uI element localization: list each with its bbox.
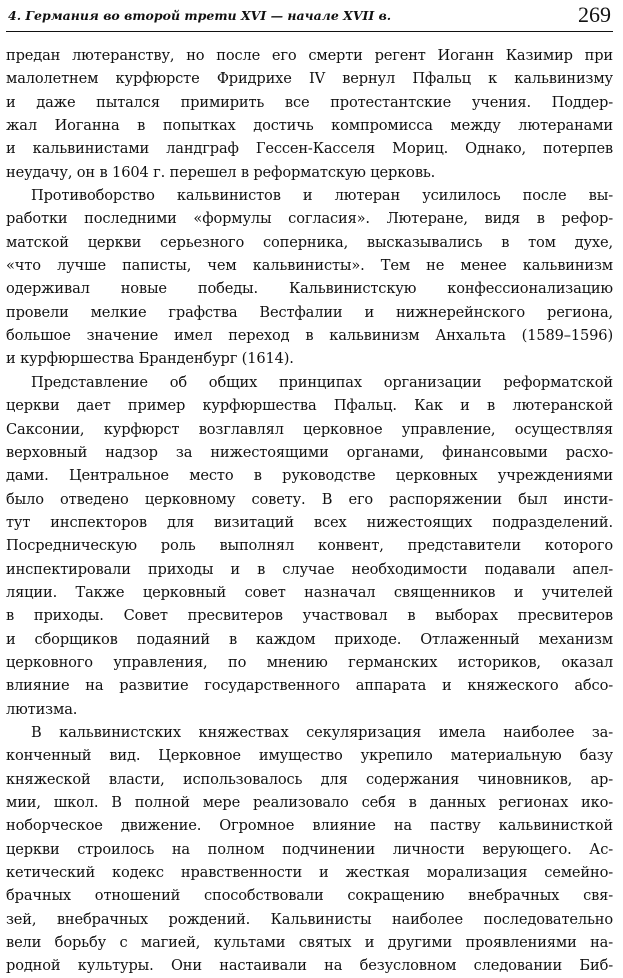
text-line: было отведено церковному совету. В его распоряжении был инсти- — [6, 490, 613, 508]
text-line: мии, школ. В полной мере реализовало себя в данных регионах ико- — [6, 794, 613, 811]
text-line: в приходы. Совет пресвитеров участвовал в выборах пресвитеров — [6, 607, 613, 625]
text-line: Представление об общих принципах организации реформатской — [31, 373, 613, 391]
text-line: «что лучше паписты, чем кальвинисты». Тем не менее кальвинизм — [6, 257, 613, 275]
text-line: одерживал новые победы. Кальвинистскую конфессионализацию — [6, 280, 613, 298]
text-line: церкви строилось на полном подчинении личности верующего. Ас- — [6, 840, 613, 858]
text-line: церкви дает пример курфюршества Пфальц. Как и в лютеранской — [6, 397, 613, 415]
text-line: верховный надзор за нижестоящими органами, финансовыми расхо- — [6, 443, 613, 461]
text-line: Саксонии, курфюрст возглавлял церковное управление, осуществляя — [6, 420, 613, 438]
running-title: 4. Германия во второй трети XVI — начале XVII в. — [8, 8, 392, 23]
text-line: Посредническую роль выполнял конвент, представители которого — [6, 537, 613, 555]
text-line: брачных отношений способствовали сокращению внебрачных свя- — [6, 887, 613, 905]
text-line: провели мелкие графства Вестфалии и нижнерейнского региона, — [6, 303, 613, 321]
running-header — [6, 0, 613, 32]
text-line: неудачу, он в 1604 г. перешел в реформатскую церковь. — [6, 163, 436, 181]
body-text — [6, 44, 613, 978]
text-line: жал Иоганна в попытках достичь компромисса между лютеранами — [6, 117, 613, 135]
paragraph — [6, 721, 613, 978]
text-line: родной культуры. Они настаивали на безусловном следовании Биб- — [6, 957, 613, 975]
text-line: ноборческое движение. Огромное влияние на паству кальвинисткой — [6, 817, 613, 835]
text-line: кетический кодекс нравственности и жесткая морализация семейно- — [6, 864, 613, 882]
text-line: конченный вид. Церковное имущество укрепило материальную базу — [6, 747, 613, 765]
text-line: церковного управления, по мнению германских историков, оказал — [6, 653, 613, 671]
text-line: работки последними «формулы согласия». Лютеране, видя в рефор- — [6, 210, 613, 228]
text-line: зей, внебрачных рождений. Кальвинисты наиболее последовательно — [6, 910, 613, 928]
text-line: ляции. Также церковный совет назначал священников и учителей — [6, 583, 613, 601]
text-line: вели борьбу с магией, культами святых и другими проявлениями на- — [6, 934, 613, 952]
page-number: 269 — [578, 2, 611, 27]
text-line: влияние на развитие государственного аппарата и княжеского абсо- — [6, 677, 613, 695]
text-line: малолетнем курфюрсте Фридрихе IV вернул Пфальц к кальвинизму — [6, 70, 613, 88]
text-line: и кальвинистами ландграф Гессен-Касселя Мориц. Однако, потерпев — [6, 140, 613, 158]
text-line: предан лютеранству, но после его смерти регент Иоганн Казимир при — [6, 47, 613, 64]
text-line: матской церкви серьезного соперника, высказывались в том духе, — [6, 233, 613, 251]
text-line: и курфюршества Бранденбург (1614). — [6, 350, 294, 368]
text-line: дами. Центральное место в руководстве церковных учреждениями — [6, 467, 613, 485]
text-line: большое значение имел переход в кальвинизм Анхальта (1589–1596) — [6, 327, 613, 345]
text-line: Противоборство кальвинистов и лютеран усилилось после вы- — [31, 187, 613, 205]
text-line: и сборщиков подаяний в каждом приходе. Отлаженный механизм — [6, 630, 613, 648]
text-line: тут инспекторов для визитаций всех нижестоящих подразделений. — [6, 513, 613, 531]
paragraph — [6, 184, 613, 371]
paragraph — [6, 371, 613, 721]
text-line: лютизма. — [6, 700, 78, 718]
text-line: княжеской власти, использовалось для содержания чиновников, ар- — [6, 770, 613, 788]
text-line: инспектировали приходы и в случае необходимости подавали апел- — [6, 560, 613, 578]
text-line: и даже пытался примирить все протестантские учения. Поддер- — [6, 93, 613, 111]
text-line: В кальвинистских княжествах секуляризация имела наиболее за- — [31, 723, 613, 741]
paragraph — [6, 44, 613, 184]
